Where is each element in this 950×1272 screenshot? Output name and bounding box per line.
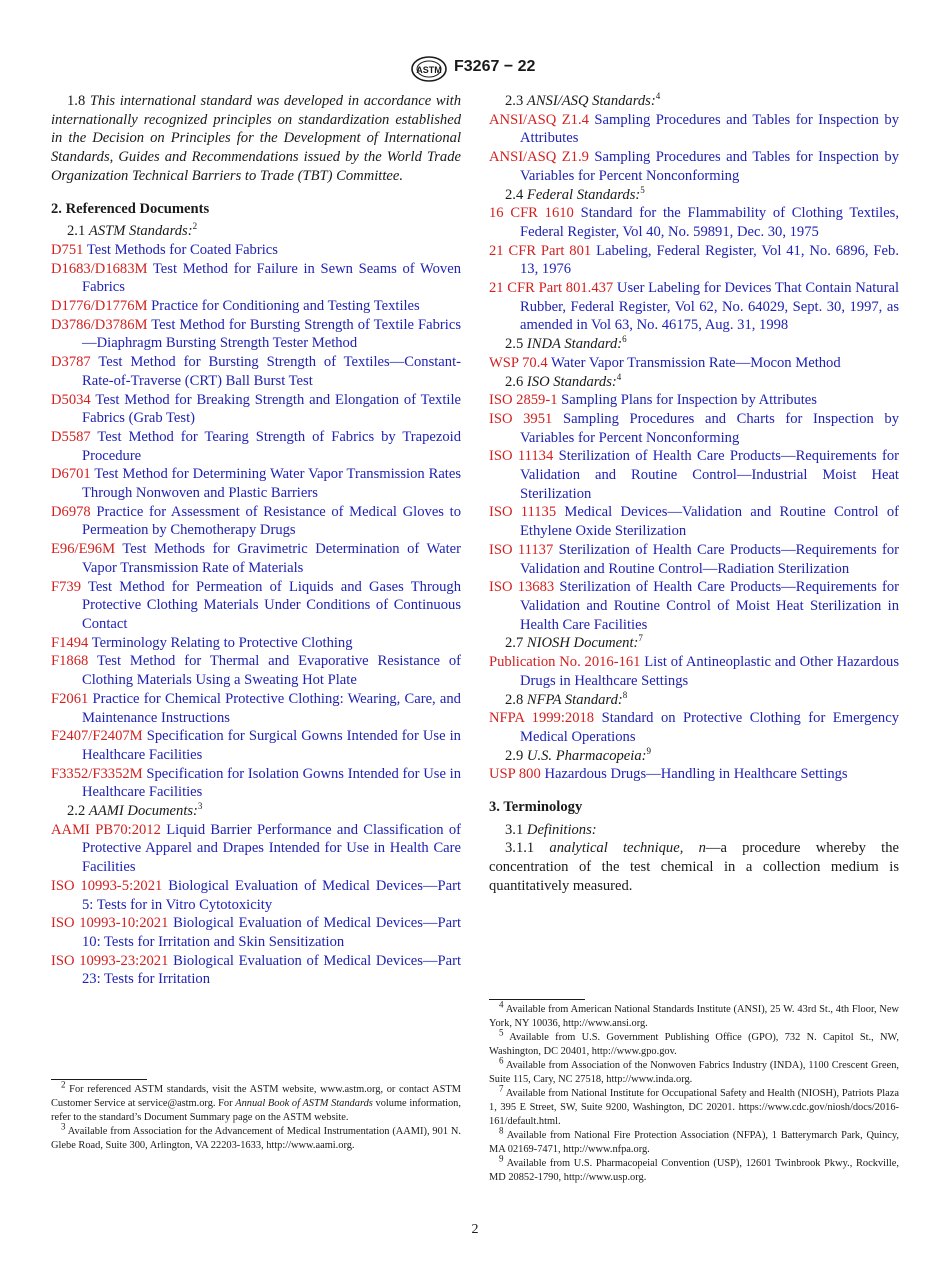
reference-code-link[interactable]: NFPA 1999:2018: [489, 710, 595, 727]
reference-code-link[interactable]: ISO 11134: [489, 448, 554, 465]
reference-code-link[interactable]: F2061: [51, 690, 89, 707]
subsection-2-2: 2.2 AAMI Documents:$^3$: [67, 801, 203, 820]
footnote-9: $^9$ Available from U.S. Pharmacopeial Convention (USP), 12601 Twinbrook Pkwy., Rockville, MD 20852-1790, http://www.usp.org.: [489, 1153, 899, 1183]
reference-entry[interactable]: [489, 410, 899, 447]
reference-title-link[interactable]: Practice for Chemical Protective Clothing: Wearing, Care, and Maintenance Instructions: [82, 690, 461, 726]
reference-title-link[interactable]: Water Vapor Transmission Rate—Mocon Method: [551, 354, 841, 371]
reference-title-link[interactable]: Test Method for Determining Water Vapor Transmission Rates Through Nonwoven and Plastic Barriers: [82, 466, 462, 502]
subsection-2-5: 2.5 INDA Standard:$^6$: [505, 334, 627, 353]
reference-title-link[interactable]: Sterilization of Health Care Products—Requirements for Validation and Routine Control of Moist Heat Sterilization in Health Care Facilities: [520, 579, 899, 633]
page-header: [0, 56, 950, 82]
niosh-document-list: [489, 653, 899, 690]
footnotes-left: [51, 1079, 461, 1153]
reference-entry[interactable]: [51, 391, 461, 428]
reference-code-link[interactable]: ISO 10993-10:2021: [51, 915, 169, 932]
reference-title-link[interactable]: Sterilization of Health Care Products—Requirements for Validation and Routine Control—Radiation Sterilization: [520, 541, 899, 577]
footnote-5: $^5$ Available from U.S. Government Publishing Office (GPO), 732 N. Capitol St., NW, Washington, DC 20401, http://www.gpo.gov.: [489, 1027, 899, 1057]
reference-code-link[interactable]: D1683/D1683M: [51, 260, 148, 277]
reference-entry[interactable]: [489, 503, 899, 540]
reference-entry[interactable]: [51, 914, 461, 951]
inda-standard-list: [489, 354, 899, 373]
reference-code-link[interactable]: USP 800: [489, 766, 541, 783]
usp-list: [489, 765, 899, 784]
footnote-3: $^3$ Available from Association for the Advancement of Medical Instrumentation (AAMI), 901 N. Glebe Road, Suite 300, Arlington, VA 22203-1633, http://www.aami.org.: [51, 1121, 461, 1151]
reference-entry[interactable]: [489, 653, 899, 690]
reference-entry[interactable]: [489, 447, 899, 503]
reference-entry[interactable]: [51, 297, 461, 316]
reference-code-link[interactable]: ANSI/ASQ Z1.9: [489, 149, 589, 166]
reference-entry[interactable]: [489, 709, 899, 746]
reference-entry[interactable]: [51, 578, 461, 634]
section-2-heading: 2. Referenced Documents: [51, 200, 210, 217]
reference-code-link[interactable]: D5034: [51, 391, 91, 408]
subsection-2-1: 2.1 ASTM Standards:$^2$: [67, 221, 198, 240]
footnote-2: $^2$ For referenced ASTM standards, visit the ASTM website, www.astm.org, or contact ASTM Customer Service at service@astm.org. For Annual Book of ASTM Standards volume information, refer to the standard’s Document Summary page on the ASTM website.: [51, 1079, 461, 1123]
iso-standards-list: [489, 391, 899, 634]
reference-title-link[interactable]: Test Method for Bursting Strength of Textile Fabrics—Diaphragm Bursting Strength Tester Method: [82, 316, 461, 352]
standard-designation: F3267 − 22: [454, 58, 536, 75]
reference-code-link[interactable]: ISO 10993-5:2021: [51, 877, 163, 894]
reference-code-link[interactable]: D1776/D1776M: [51, 298, 148, 315]
reference-title-link[interactable]: Biological Evaluation of Medical Devices—Part 23: Tests for Irritation: [82, 952, 461, 988]
reference-code-link[interactable]: 16 CFR 1610: [489, 205, 574, 222]
page-number: 2: [471, 1222, 479, 1237]
reference-title-link[interactable]: Specification for Isolation Gowns Intended for Use in Healthcare Facilities: [82, 765, 462, 801]
reference-title-link[interactable]: Biological Evaluation of Medical Devices—Part 10: Tests for Irritation and Skin Sensitization: [82, 915, 461, 950]
reference-code-link[interactable]: D6978: [51, 503, 91, 520]
reference-title-link[interactable]: Hazardous Drugs—Handling in Healthcare Settings: [544, 766, 848, 783]
subsection-2-9: 2.9 U.S. Pharmacopeia:$^9$: [505, 745, 651, 764]
reference-title-link[interactable]: Test Method for Tearing Strength of Fabrics by Trapezoid Procedure: [82, 428, 461, 464]
subsection-2-4: 2.4 Federal Standards:$^5$: [505, 184, 645, 203]
reference-entry[interactable]: [51, 260, 461, 297]
subsection-3-1: 3.1 Definitions:: [505, 821, 597, 838]
reference-code-link[interactable]: F3352/F3352M: [51, 765, 143, 782]
astm-logo-icon: [410, 56, 448, 82]
reference-entry[interactable]: [489, 391, 899, 410]
reference-title-link[interactable]: Sterilization of Health Care Products—Requirements for Validation and Routine Control—Industrial Moist Heat Sterilization: [520, 448, 899, 502]
reference-title-link[interactable]: List of Antineoplastic and Other Hazardous Drugs in Healthcare Settings: [520, 654, 900, 689]
subsection-2-8: 2.8 NFPA Standard:$^8$: [505, 689, 628, 708]
reference-title-link[interactable]: Liquid Barrier Performance and Classification of Protective Apparel and Drapes Intended for Use in Health Care Facilities: [82, 821, 461, 876]
reference-entry[interactable]: [489, 242, 899, 279]
reference-title-link[interactable]: Medical Devices—Validation and Routine Control of Ethylene Oxide Sterilization: [520, 504, 899, 540]
reference-title-link[interactable]: Test Methods for Gravimetric Determination of Water Vapor Transmission Rate of Materials: [82, 541, 461, 576]
reference-code-link[interactable]: ISO 10993-23:2021: [51, 952, 169, 969]
reference-code-link[interactable]: ISO 3951: [489, 410, 553, 427]
svg-text:ASTM: ASTM: [416, 65, 442, 75]
definition-3-1-1: 3.1.1 analytical technique, n—a procedure whereby the concentration of the test chemical in a collection medium is quantitatively measured.: [489, 840, 899, 894]
reference-entry[interactable]: [489, 354, 899, 373]
reference-code-link[interactable]: ISO 11137: [489, 541, 554, 558]
reference-entry[interactable]: [51, 503, 461, 540]
nfpa-standard-list: [489, 709, 899, 746]
reference-title-link[interactable]: Sampling Procedures and Tables for Inspection by Variables for Percent Nonconforming: [520, 149, 900, 184]
federal-standards-list: [489, 204, 899, 335]
reference-entry[interactable]: [51, 353, 461, 390]
reference-entry[interactable]: [489, 279, 899, 335]
ansi-standards-list: [489, 111, 899, 186]
reference-title-link[interactable]: Specification for Surgical Gowns Intended for Use in Healthcare Facilities: [82, 728, 461, 763]
reference-title-link[interactable]: Test Method for Thermal and Evaporative Resistance of Clothing Materials Using a Sweating Hot Plate: [82, 653, 461, 689]
reference-entry[interactable]: [51, 428, 461, 465]
reference-code-link[interactable]: Publication No. 2016-161: [489, 654, 641, 671]
subsection-2-3: 2.3 ANSI/ASQ Standards:$^4$: [505, 91, 661, 109]
reference-code-link[interactable]: 21 CFR Part 801: [489, 242, 592, 259]
reference-entry[interactable]: [51, 316, 461, 353]
reference-title-link[interactable]: Test Methods for Coated Fabrics: [86, 241, 278, 258]
reference-entry[interactable]: [51, 241, 461, 260]
reference-code-link[interactable]: D5587: [51, 428, 91, 445]
footnote-4: $^4$ Available from American National Standards Institute (ANSI), 25 W. 43rd St., 4th Floor, New York, NY 10036, http://www.ansi.org.: [489, 999, 899, 1029]
reference-code-link[interactable]: F1868: [51, 653, 89, 670]
reference-title-link[interactable]: Practice for Conditioning and Testing Textiles: [151, 298, 420, 315]
footnote-6: $^6$ Available from Association of the Nonwoven Fabrics Industry (INDA), 1100 Crescent Green, Suite 115, Cary, NC 27518, http://www.inda.org.: [489, 1055, 899, 1085]
reference-entry[interactable]: [51, 952, 461, 989]
right-column: [489, 92, 899, 896]
reference-entry[interactable]: [489, 148, 899, 185]
reference-code-link[interactable]: E96/E96M: [51, 541, 116, 558]
reference-entry[interactable]: [51, 634, 461, 653]
reference-entry[interactable]: [489, 204, 899, 241]
paragraph-1-8: 1.8 This international standard was developed in accordance with internationally recognized principles on standardization established in the Decision on Principles for the Development of International Standards, Guides and Recommendations issued by the World Trade Organization Technical Barriers to Trade (TBT) Committee.: [51, 93, 462, 184]
reference-title-link[interactable]: Terminology Relating to Protective Clothing: [91, 634, 353, 651]
reference-code-link[interactable]: ANSI/ASQ Z1.4: [489, 111, 589, 128]
reference-code-link[interactable]: D3787: [51, 354, 91, 371]
astm-standards-list: [51, 241, 461, 802]
reference-code-link[interactable]: F739: [51, 578, 82, 595]
footnote-8: $^8$ Available from National Fire Protection Association (NFPA), 1 Batterymarch Park, Quincy, MA 02169-7471, http://www.nfpa.org.: [489, 1125, 899, 1155]
reference-code-link[interactable]: WSP 70.4: [489, 354, 548, 371]
left-column: [51, 92, 461, 989]
reference-title-link[interactable]: Practice for Assessment of Resistance of Medical Gloves to Permeation by Chemotherapy Drugs: [82, 503, 461, 539]
reference-title-link[interactable]: Test Method for Failure in Sewn Seams of Woven Fabrics: [82, 260, 461, 296]
reference-entry[interactable]: [51, 652, 461, 689]
reference-title-link[interactable]: Test Method for Permeation of Liquids and Gases Through Protective Clothing Materials Under Conditions of Continuous Contact: [82, 578, 462, 632]
reference-entry[interactable]: [51, 821, 461, 877]
reference-entry[interactable]: [51, 465, 461, 502]
reference-code-link[interactable]: D6701: [51, 466, 91, 483]
section-3-heading: 3. Terminology: [489, 799, 583, 816]
reference-entry[interactable]: [489, 541, 899, 578]
reference-title-link[interactable]: Sampling Procedures and Charts for Inspection by Variables for Percent Nonconforming: [520, 410, 900, 446]
reference-entry[interactable]: [51, 765, 461, 802]
reference-entry[interactable]: [51, 727, 461, 764]
reference-title-link[interactable]: Sampling Plans for Inspection by Attributes: [561, 392, 817, 409]
reference-code-link[interactable]: 21 CFR Part 801.437: [489, 280, 614, 297]
reference-entry[interactable]: [489, 111, 899, 148]
subsection-2-6: 2.6 ISO Standards:$^4$: [505, 371, 622, 390]
reference-code-link[interactable]: ISO 11135: [489, 504, 557, 521]
reference-entry[interactable]: [51, 877, 461, 914]
subsection-2-7: 2.7 NIOSH Document:$^7$: [505, 633, 643, 652]
footnote-7: $^7$ Available from National Institute for Occupational Safety and Health (NIOSH), Patriots Plaza 1, 395 E Street, SW, Suite 9200, Washington, DC 20201. https://www.cdc.gov/niosh/docs/2016-161/default.html.: [489, 1083, 899, 1127]
footnotes-right: [489, 999, 899, 1185]
reference-title-link[interactable]: Standard on Protective Clothing for Emergency Medical Operations: [520, 710, 899, 745]
reference-code-link[interactable]: D751: [51, 241, 84, 258]
reference-code-link[interactable]: F1494: [51, 634, 89, 651]
reference-code-link[interactable]: ISO 2859-1: [489, 392, 558, 409]
reference-entry[interactable]: [51, 690, 461, 727]
reference-title-link[interactable]: Standard for the Flammability of Clothing Textiles, Federal Register, Vol 40, No. 59891, Dec. 30, 1975: [520, 205, 899, 240]
reference-entry[interactable]: [489, 765, 899, 784]
reference-entry[interactable]: [489, 578, 899, 634]
reference-code-link[interactable]: F2407/F2407M: [51, 728, 143, 745]
reference-code-link[interactable]: AAMI PB70:2012: [51, 821, 161, 838]
reference-code-link[interactable]: ISO 13683: [489, 579, 555, 596]
reference-title-link[interactable]: Test Method for Breaking Strength and Elongation of Textile Fabrics (Grab Test): [82, 391, 461, 427]
reference-title-link[interactable]: Sampling Procedures and Tables for Inspection by Attributes: [520, 111, 900, 147]
reference-title-link[interactable]: Labeling, Federal Register, Vol 41, No. 6896, Feb. 13, 1976: [520, 242, 899, 278]
reference-title-link[interactable]: User Labeling for Devices That Contain Natural Rubber, Federal Register, Vol 62, No. 64029, Sept. 30, 1997, as amended in Vol 63, No. 46175, Aug. 31, 1998: [520, 280, 899, 334]
reference-code-link[interactable]: D3786/D3786M: [51, 316, 148, 333]
aami-documents-list: [51, 821, 461, 989]
reference-title-link[interactable]: Test Method for Bursting Strength of Textiles—Constant-Rate-of-Traverse (CRT) Ball Burst Test: [82, 354, 461, 389]
reference-entry[interactable]: [51, 540, 461, 577]
reference-title-link[interactable]: Biological Evaluation of Medical Devices—Part 5: Tests for in Vitro Cytotoxicity: [82, 877, 461, 913]
